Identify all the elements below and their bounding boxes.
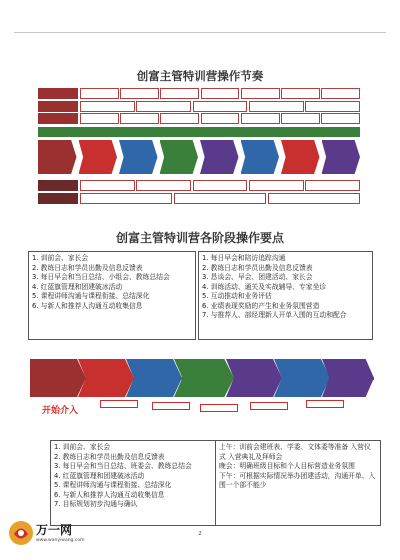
page-number: 2 — [198, 531, 202, 537]
table-cell — [193, 180, 248, 191]
table-cell — [281, 88, 320, 99]
list-item: 7. 与推荐人、部经理新人开单入围的互动和配合 — [202, 311, 347, 319]
list-item: 6. 与新人和推荐人沟通互动收集信息 — [54, 490, 165, 499]
table-cell — [136, 101, 191, 112]
flow-notes — [100, 400, 370, 422]
row-label — [38, 180, 78, 191]
table-cell — [305, 180, 360, 191]
table-cell — [249, 180, 304, 191]
flow-step — [174, 359, 234, 397]
list-item: 3. 每日早会和当日总结、班委会、教练总结会 — [54, 462, 192, 470]
section1-title: 创富主管特训营操作节奏 — [136, 69, 264, 83]
list-item: 4. 红蓝旗管理和团建破冰活动 — [54, 471, 145, 480]
table-cell — [321, 88, 360, 99]
table-cell — [120, 88, 159, 99]
list-item: 1. 训前会、家长会 — [54, 443, 111, 451]
schedule-table-bottom — [38, 180, 360, 206]
flow-step — [30, 359, 86, 397]
row-label — [38, 193, 78, 204]
table-cell — [80, 88, 119, 99]
table-cell — [174, 193, 266, 204]
list-item: 6. 业绩表现奖励的产生和业务氛围营造 — [202, 301, 320, 310]
table-row — [38, 180, 360, 191]
flow-note — [200, 404, 238, 412]
table-cell — [249, 101, 304, 112]
table-cell — [241, 88, 280, 99]
paragraph: 晚会：明确班级目标和个人目标营造业务氛围 — [219, 462, 355, 470]
flow-step — [322, 359, 374, 397]
flow-step — [38, 140, 77, 174]
list-item: 2. 教练日志和学员出勤及信息反馈表 — [32, 263, 143, 272]
table-row — [38, 193, 360, 204]
table-cell — [268, 193, 360, 204]
flow-step — [241, 140, 280, 174]
row-label — [38, 113, 78, 124]
table-cell — [160, 88, 199, 99]
key-points-box — [28, 251, 196, 340]
table-cell — [80, 180, 135, 191]
key-points-box — [198, 251, 373, 340]
flow-step — [226, 359, 282, 397]
table-cell — [120, 113, 159, 124]
list-item: 2. 教练日志和学员出勤及信息反馈表 — [54, 452, 165, 461]
flow-step — [79, 140, 118, 174]
schedule-table-top — [38, 88, 360, 126]
list-item: 2. 教练日志和学员出勤及信息反馈表 — [202, 263, 313, 272]
table-cell — [201, 88, 240, 99]
logo-url: www.wanyiwang.com — [36, 538, 85, 543]
list-item: 5. 课程讲师沟通与课程衔接、总结深化 — [32, 292, 150, 300]
table-cell — [160, 113, 199, 124]
footnote — [38, 207, 360, 219]
row-label — [38, 101, 78, 112]
row-label — [38, 88, 78, 99]
flow-note — [152, 402, 190, 410]
list-item: 1. 训前会、家长会 — [32, 254, 89, 262]
list-item: 1. 每日早会和陪访追踪沟通 — [202, 254, 286, 262]
table-cell — [305, 101, 360, 112]
table-cell — [136, 180, 191, 191]
table-cell — [281, 113, 320, 124]
flow-step — [322, 140, 361, 174]
paragraph: 下午：可根据实际情况举办团建活动，沟通开单、入围一个部不能少 — [219, 471, 376, 489]
list-item: 4. 训练活动、通关及实战辅导、专家坐诊 — [202, 282, 327, 291]
table-cell — [80, 101, 135, 112]
flow-diagram-middle — [30, 359, 374, 397]
list-item: 5. 课程讲师沟通与课程衔接、总结深化 — [54, 481, 172, 489]
table-cell — [80, 193, 172, 204]
flow-step — [281, 140, 320, 174]
table-cell — [241, 113, 280, 124]
list-item: 6. 与新人和推荐人沟通互动收集信息 — [32, 301, 143, 310]
flow-step — [200, 140, 239, 174]
start-label: 开始介入 — [42, 406, 79, 416]
list-item: 5. 互动推动和业务评估 — [202, 292, 272, 300]
key-points-box — [50, 440, 216, 526]
list-item: 3. 每日早会和当日总结、小组会、教练总结会 — [32, 273, 170, 281]
section2-title: 创富主管特训营各阶段操作要点 — [115, 231, 284, 245]
logo-name: 万一网 — [36, 523, 73, 537]
flow-step — [119, 140, 158, 174]
list-item: 4. 红蓝旗管理和团建破冰活动 — [32, 282, 123, 291]
table-cell — [321, 113, 360, 124]
paragraph: 上午：训前会建班表、学委、文体委等准备 入营仪式 入营典礼及拜师会 — [219, 443, 371, 461]
list-item: 7. 目标规划初步沟通与确认 — [54, 500, 138, 508]
flow-step — [160, 140, 199, 174]
list-item: 3. 恳谈会、早会、团建活动、家长会 — [202, 273, 313, 281]
flow-note — [306, 400, 344, 408]
flow-step — [126, 359, 182, 397]
flow-step — [274, 359, 330, 397]
site-logo — [8, 518, 98, 556]
table-cell — [193, 101, 248, 112]
logo-icon — [8, 520, 34, 546]
table-row — [38, 101, 360, 112]
progress-bar — [38, 127, 360, 137]
footnote-line — [38, 213, 360, 219]
flow-note — [250, 402, 288, 410]
flow-step — [78, 359, 134, 397]
key-points-box — [215, 440, 381, 526]
table-row — [38, 113, 360, 124]
flow-note — [100, 400, 138, 408]
flow-diagram-top — [38, 140, 360, 174]
table-row — [38, 88, 360, 99]
header-divider — [14, 32, 386, 33]
table-cell — [80, 113, 119, 124]
table-cell — [201, 113, 240, 124]
